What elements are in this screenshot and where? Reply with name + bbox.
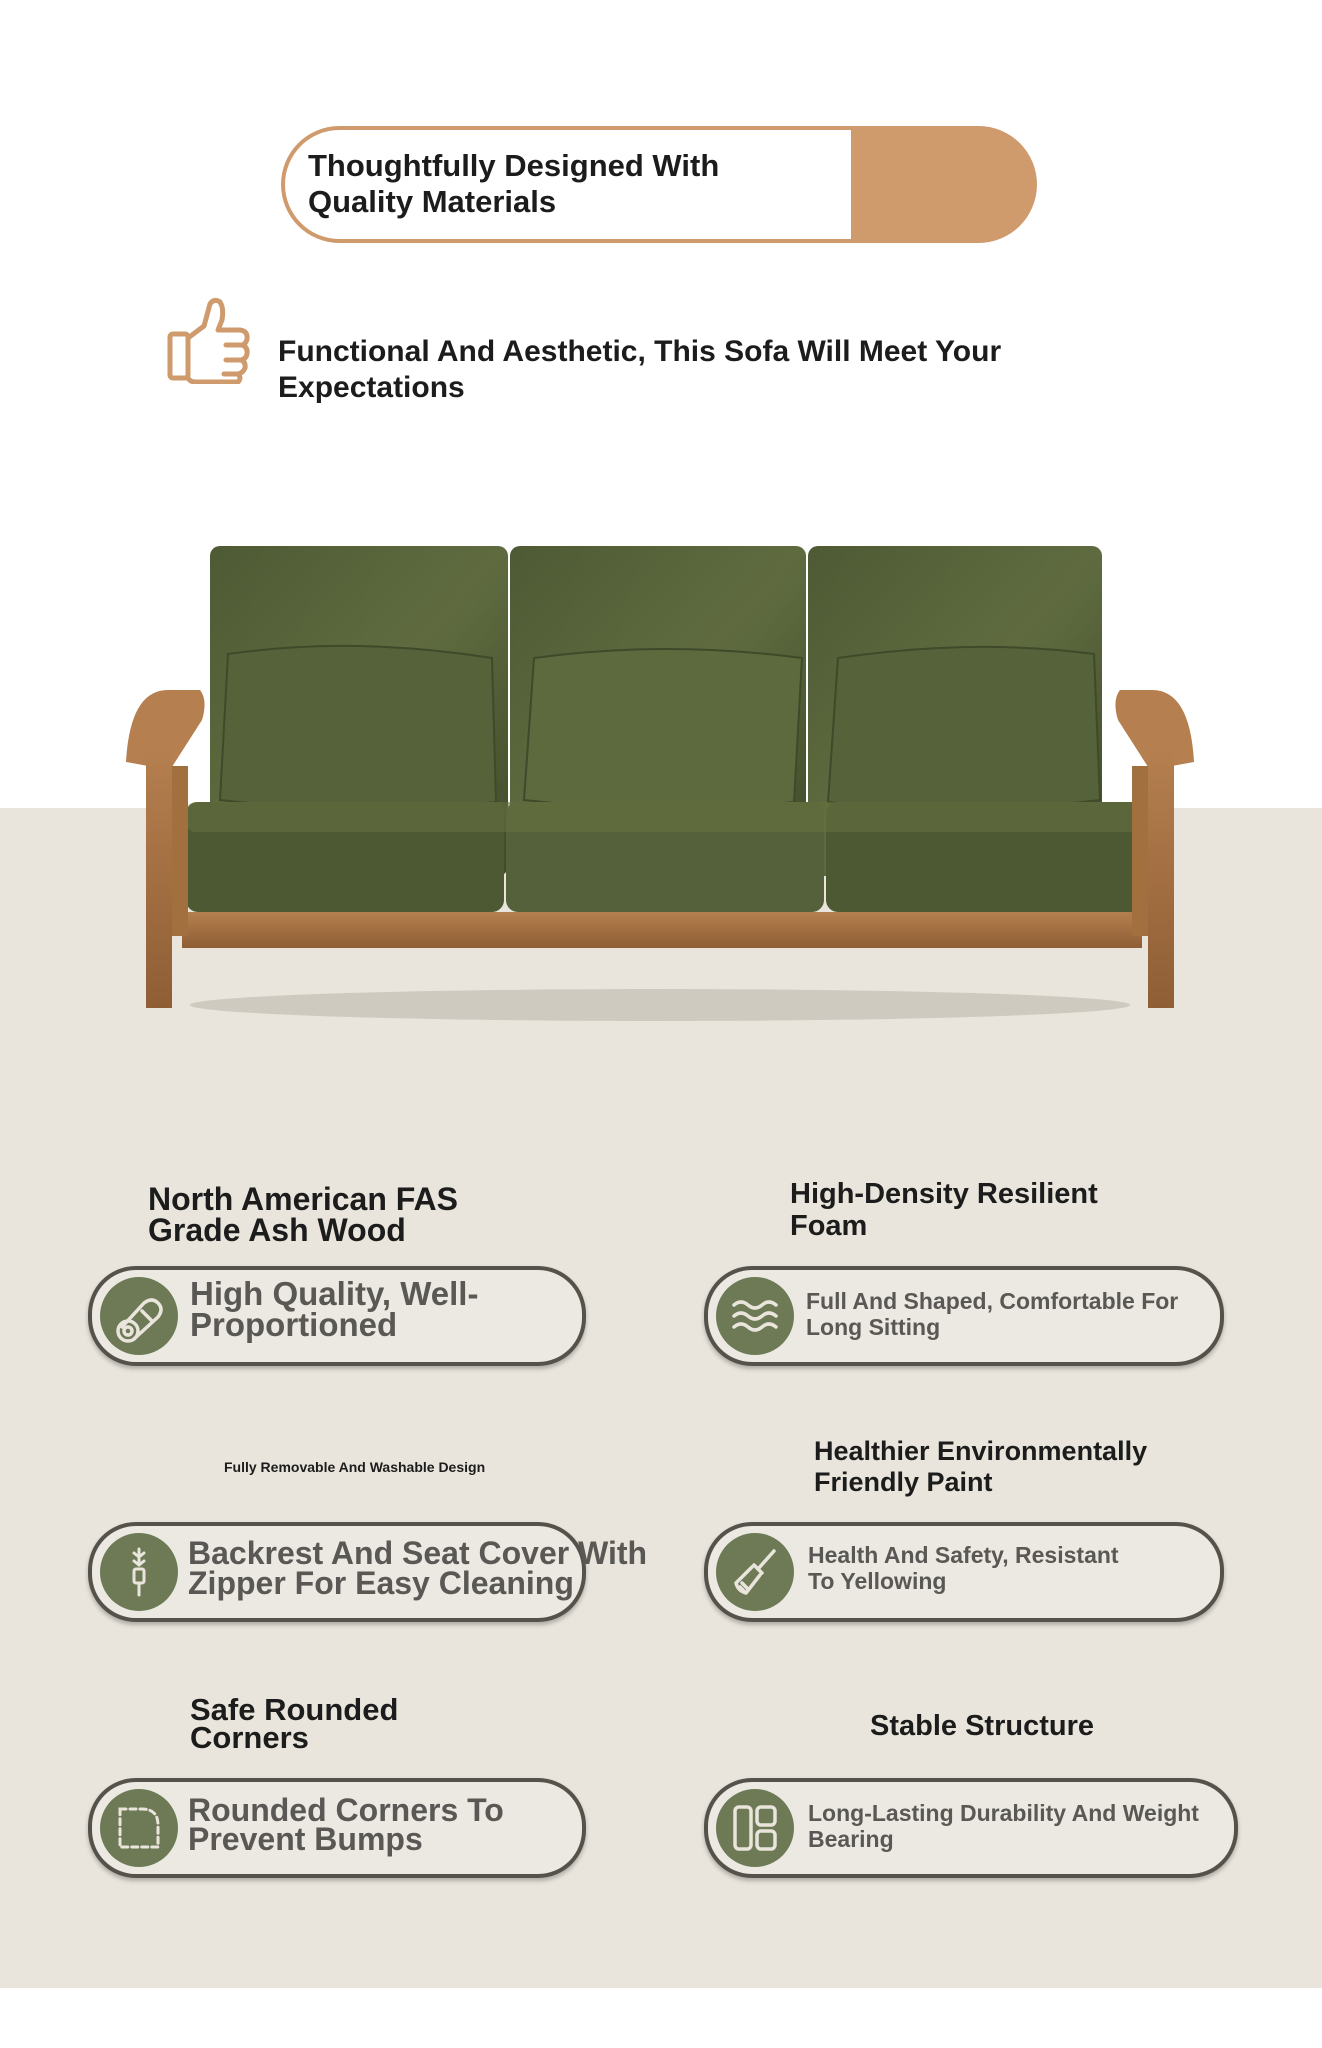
zipper-icon — [100, 1533, 178, 1611]
feature-desc-foam: Full And Shaped, Comfortable For Long Sitting — [806, 1288, 1179, 1340]
feature-desc-ash-wood: High Quality, Well-Proportioned — [190, 1275, 479, 1343]
rounded-corner-icon — [100, 1789, 178, 1867]
feature-title-foam: High-Density Resilient Foam — [790, 1178, 1098, 1242]
feature-title-paint: Healthier Environmentally Friendly Paint — [814, 1436, 1148, 1497]
wood-log-icon — [100, 1277, 178, 1355]
paint-brush-icon — [716, 1533, 794, 1611]
feature-title-corners: Safe Rounded Corners — [190, 1692, 399, 1755]
feature-desc-washable: Backrest And Seat Cover With Zipper For Easy Cleaning — [188, 1535, 648, 1601]
thumbs-up-icon — [166, 296, 252, 384]
page-title: Thoughtfully Designed With Quality Materials — [308, 148, 720, 219]
subtitle: Functional And Aesthetic, This Sofa Will Meet Your Expectations — [278, 335, 1002, 404]
feature-title-structure: Stable Structure — [870, 1710, 1094, 1742]
waves-icon — [716, 1277, 794, 1355]
feature-title-ash-wood: North American FAS Grade Ash Wood — [148, 1181, 458, 1248]
feature-desc-structure: Long-Lasting Durability And Weight Bearing — [808, 1800, 1199, 1852]
sofa-image — [124, 540, 1196, 1030]
feature-desc-corners: Rounded Corners To Prevent Bumps — [188, 1792, 504, 1857]
feature-title-washable: Fully Removable And Washable Design — [224, 1459, 486, 1475]
structure-icon — [716, 1789, 794, 1867]
feature-desc-paint: Health And Safety, Resistant To Yellowing — [808, 1542, 1119, 1594]
